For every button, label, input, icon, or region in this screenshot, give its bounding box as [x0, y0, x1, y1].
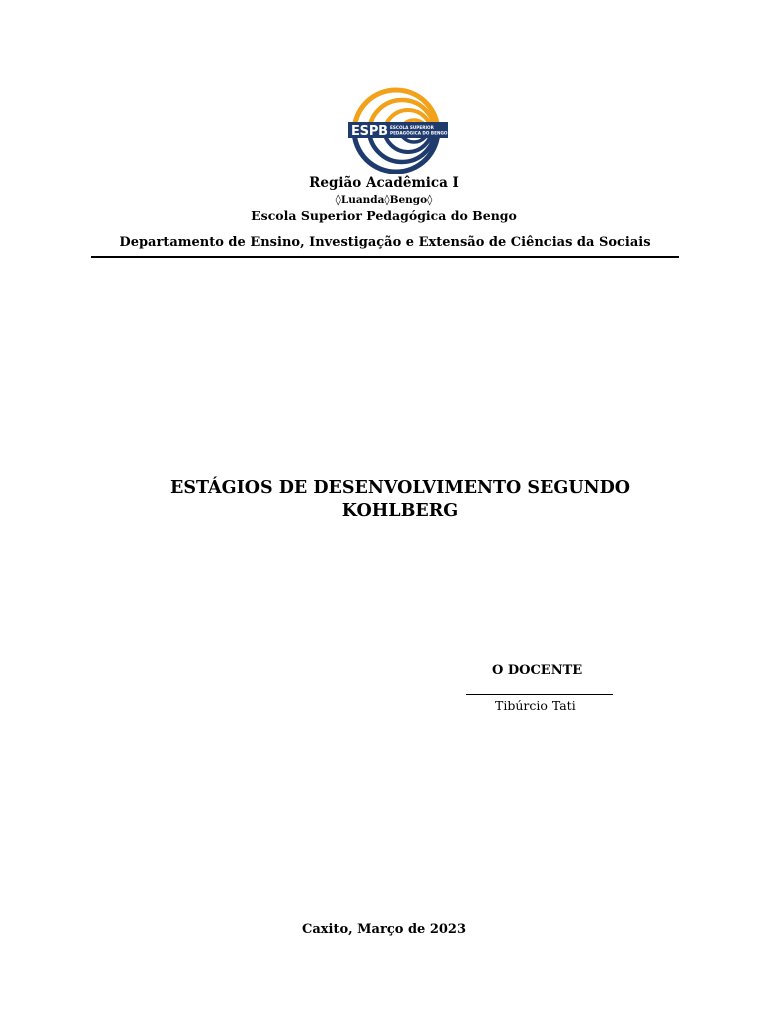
signature-line [466, 694, 613, 695]
school-name: Escola Superior Pedagógica do Bengo [251, 208, 517, 223]
school-logo-graphic [346, 86, 450, 174]
document-title: ESTÁGIOS DE DESENVOLVIMENTO SEGUNDO KOHLBERG [170, 478, 630, 521]
docent-name: Tibúrcio Tati [495, 698, 576, 713]
logo-name-line2: PEDAGÓGICA DO BENGO [390, 130, 448, 136]
docent-label: O DOCENTE [492, 663, 583, 678]
place-and-date: Caxito, Março de 2023 [301, 922, 467, 937]
logo-abbreviation: ESPB [351, 124, 388, 139]
logo-name-line1: ESCOLA SUPERIOR [390, 125, 434, 130]
academic-region: Região Acadêmica I [309, 175, 459, 191]
school-logo [346, 86, 450, 174]
location-line: ◊Luanda◊Bengo◊ [335, 194, 433, 206]
header-divider [91, 256, 679, 258]
department-name: Departamento de Ensino, Investigação e Extensão de Ciências da Sociais [119, 235, 651, 250]
